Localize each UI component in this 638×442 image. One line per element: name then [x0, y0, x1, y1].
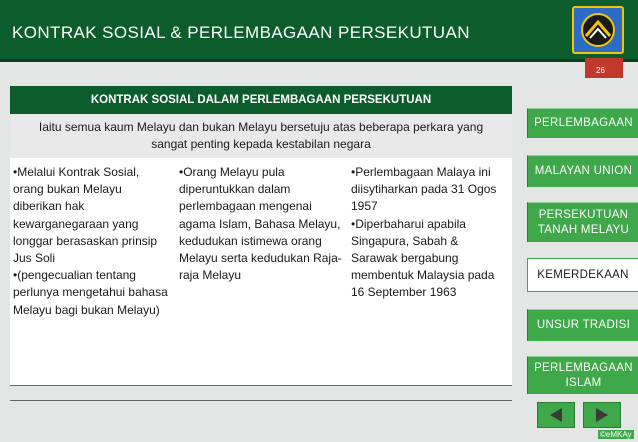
copyright-text: ©eMKAy: [600, 430, 632, 439]
column-text: •Perlembagaan Malaya ini diisytiharkan pada 31 Ogos 1957: [351, 165, 497, 214]
content-table: [10, 86, 512, 426]
title-bar: [0, 0, 638, 62]
nav-kemerdekaan-button[interactable]: [527, 258, 638, 292]
nav-label: PERLEMBAGAAN: [534, 117, 633, 129]
page-title: KONTRAK SOSIAL & PERLEMBAGAAN PERSEKUTUAN: [12, 23, 470, 42]
nav-label: UNSUR TRADISI: [536, 319, 631, 331]
column-malay-rights: [176, 158, 348, 385]
nav-unsur-tradisi-button[interactable]: [527, 309, 638, 341]
nav-label: MALAYAN UNION: [534, 165, 633, 177]
column-text: •Diperbaharui apabila Singapura, Sabah & Sarawak bergabung membentuk Malaysia pada 16 September 1963: [351, 216, 495, 300]
column-text: •Orang Melayu pula diperuntukkan dalam perlembagaan mengenai agama Islam, Bahasa Melayu, kedudukan istimewa orang Melayu serta kedudukan Raja-raja Melayu: [179, 165, 342, 283]
nav-label: KEMERDEKAAN: [537, 268, 629, 281]
page-number: 26: [596, 66, 605, 75]
navigation-arrows: [537, 402, 631, 428]
column-citizenship: [10, 158, 176, 385]
previous-button[interactable]: [537, 402, 575, 428]
uitm-logo: [572, 6, 624, 54]
nav-perlembagaan-button[interactable]: [527, 108, 638, 138]
nav-persekutuan-tanah-melayu-button[interactable]: [527, 202, 638, 242]
nav-perlembagaan-islam-button[interactable]: [527, 356, 638, 394]
column-constitution-dates: [348, 158, 512, 385]
nav-label: PERSEKUTUAN TANAH MELAYU: [537, 208, 630, 236]
nav-malayan-union-button[interactable]: [527, 155, 638, 187]
table-intro: Iaitu semua kaum Melayu dan bukan Melayu bersetuju atas beberapa perkara yang sangat penting kepada kestabilan negara: [10, 114, 512, 158]
table-heading: KONTRAK SOSIAL DALAM PERLEMBAGAAN PERSEKUTUAN: [10, 86, 512, 114]
nav-label: PERLEMBAGAAN ISLAM: [534, 361, 633, 389]
table-columns: [10, 158, 512, 386]
column-text: •(pengecualian tentang perlunya mengetahui bahasa Melayu bagi bukan Melayu): [13, 268, 168, 317]
column-text: •Melalui Kontrak Sosial, orang bukan Melayu diberikan hak kewarganegaraan yang longgar berasaskan prinsip Jus Soli: [13, 165, 158, 266]
arrow-left-icon: [546, 406, 566, 424]
arrow-right-icon: [592, 406, 612, 424]
divider: [10, 400, 512, 401]
next-button[interactable]: [583, 402, 621, 428]
